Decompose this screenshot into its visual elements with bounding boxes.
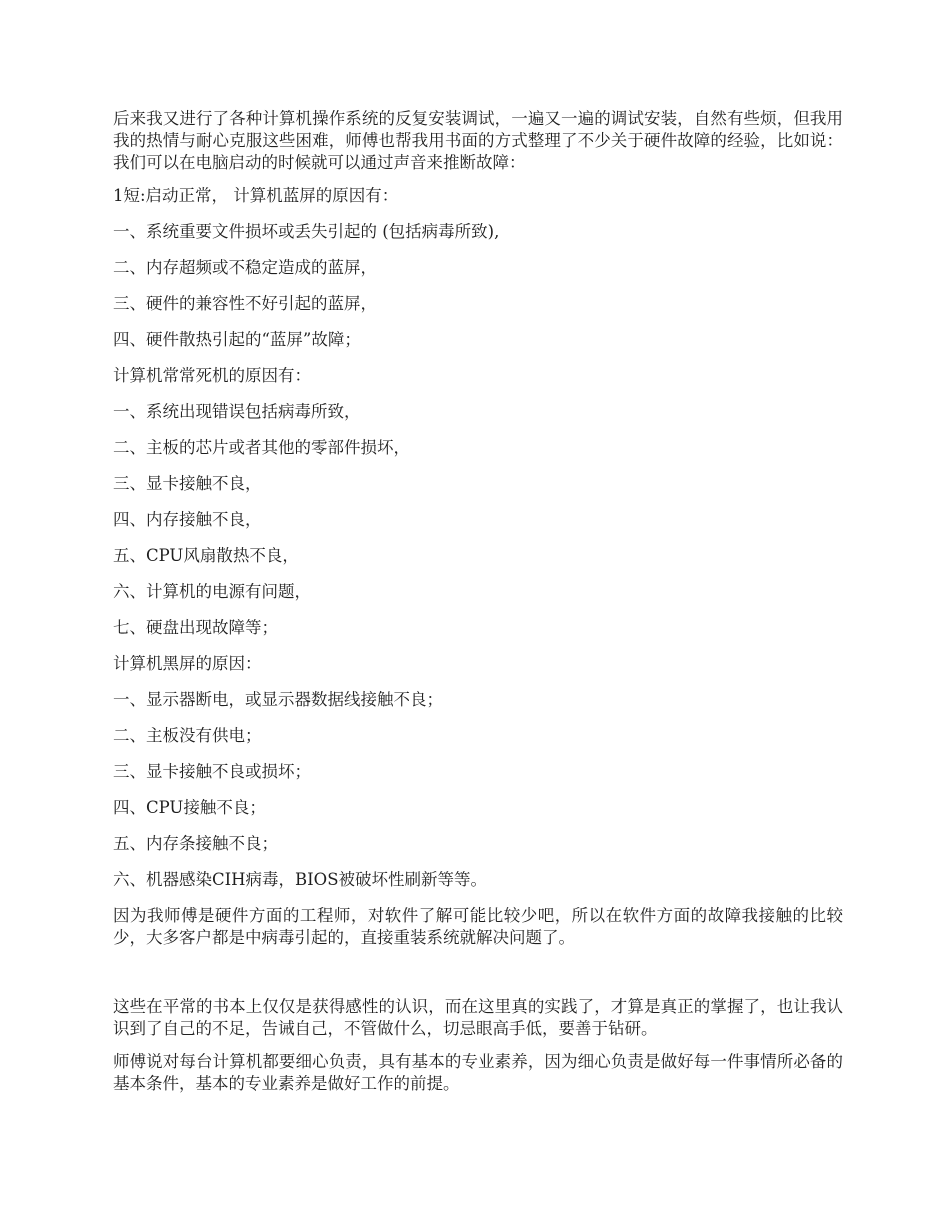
crash-item-7: 七、硬盘出现故障等； [113,618,278,637]
blackscreen-item-2: 二、主板没有供电； [113,726,262,745]
practice-paragraph: 这些在平常的书本上仅仅是获得感性的认识，而在这里真的实践了，才算是真正的掌握了，也让我认识到了自己的不足，告诫自己，不管做什么，切忌眼高手低，要善于钻研。 [113,997,843,1038]
crash-item-5: 五、CPU风扇散热不良， [113,546,299,565]
blackscreen-item-3: 三、显卡接触不良或损坏； [113,762,311,781]
crash-item-1: 一、系统出现错误包括病毒所致， [113,402,361,421]
software-paragraph: 因为我师傅是硬件方面的工程师，对软件了解可能比较少吧，所以在软件方面的故障我接触的比较少，大多客户都是中病毒引起的，直接重装系统就解决问题了。 [113,906,843,947]
blackscreen-item-5: 五、内存条接触不良； [113,834,278,853]
crash-item-4: 四、内存接触不良， [113,510,262,529]
crash-heading: 计算机常常死机的原因有： [113,366,311,385]
document-page [113,108,843,1106]
blackscreen-item-4: 四、CPU接触不良； [113,798,266,817]
bluescreen-item-3: 三、硬件的兼容性不好引起的蓝屏， [113,294,377,313]
intro-paragraph: 后来我又进行了各种计算机操作系统的反复安装调试，一遍又一遍的调试安装，自然有些烦，但我用我的热情与耐心克服这些困难，师傅也帮我用书面的方式整理了不少关于硬件故障的经验，比如说：我们可以在电脑启动的时候就可以通过声音来推断故障： [113,109,843,172]
crash-item-6: 六、计算机的电源有问题， [113,582,311,601]
blackscreen-heading: 计算机黑屏的原因： [113,654,262,673]
bluescreen-item-4: 四、硬件散热引起的“蓝屏”故障； [113,330,361,349]
blackscreen-item-1: 一、显示器断电，或显示器数据线接触不良； [113,690,443,709]
bluescreen-item-2: 二、内存超频或不稳定造成的蓝屏， [113,258,377,277]
responsibility-paragraph: 师傅说对每台计算机都要细心负责，具有基本的专业素养，因为细心负责是做好每一件事情所必备的基本条件，基本的专业素养是做好工作的前提。 [113,1052,843,1093]
blackscreen-item-6: 六、机器感染CIH病毒，BIOS被破坏性刷新等等。 [113,870,488,889]
crash-item-3: 三、显卡接触不良， [113,474,262,493]
bluescreen-item-1: 一、系统重要文件损坏或丢失引起的 (包括病毒所致), [113,222,500,241]
section-gap [113,960,843,996]
crash-item-2: 二、主板的芯片或者其他的零部件损坏， [113,438,410,457]
bluescreen-heading: 1短:启动正常， 计算机蓝屏的原因有： [113,186,399,205]
